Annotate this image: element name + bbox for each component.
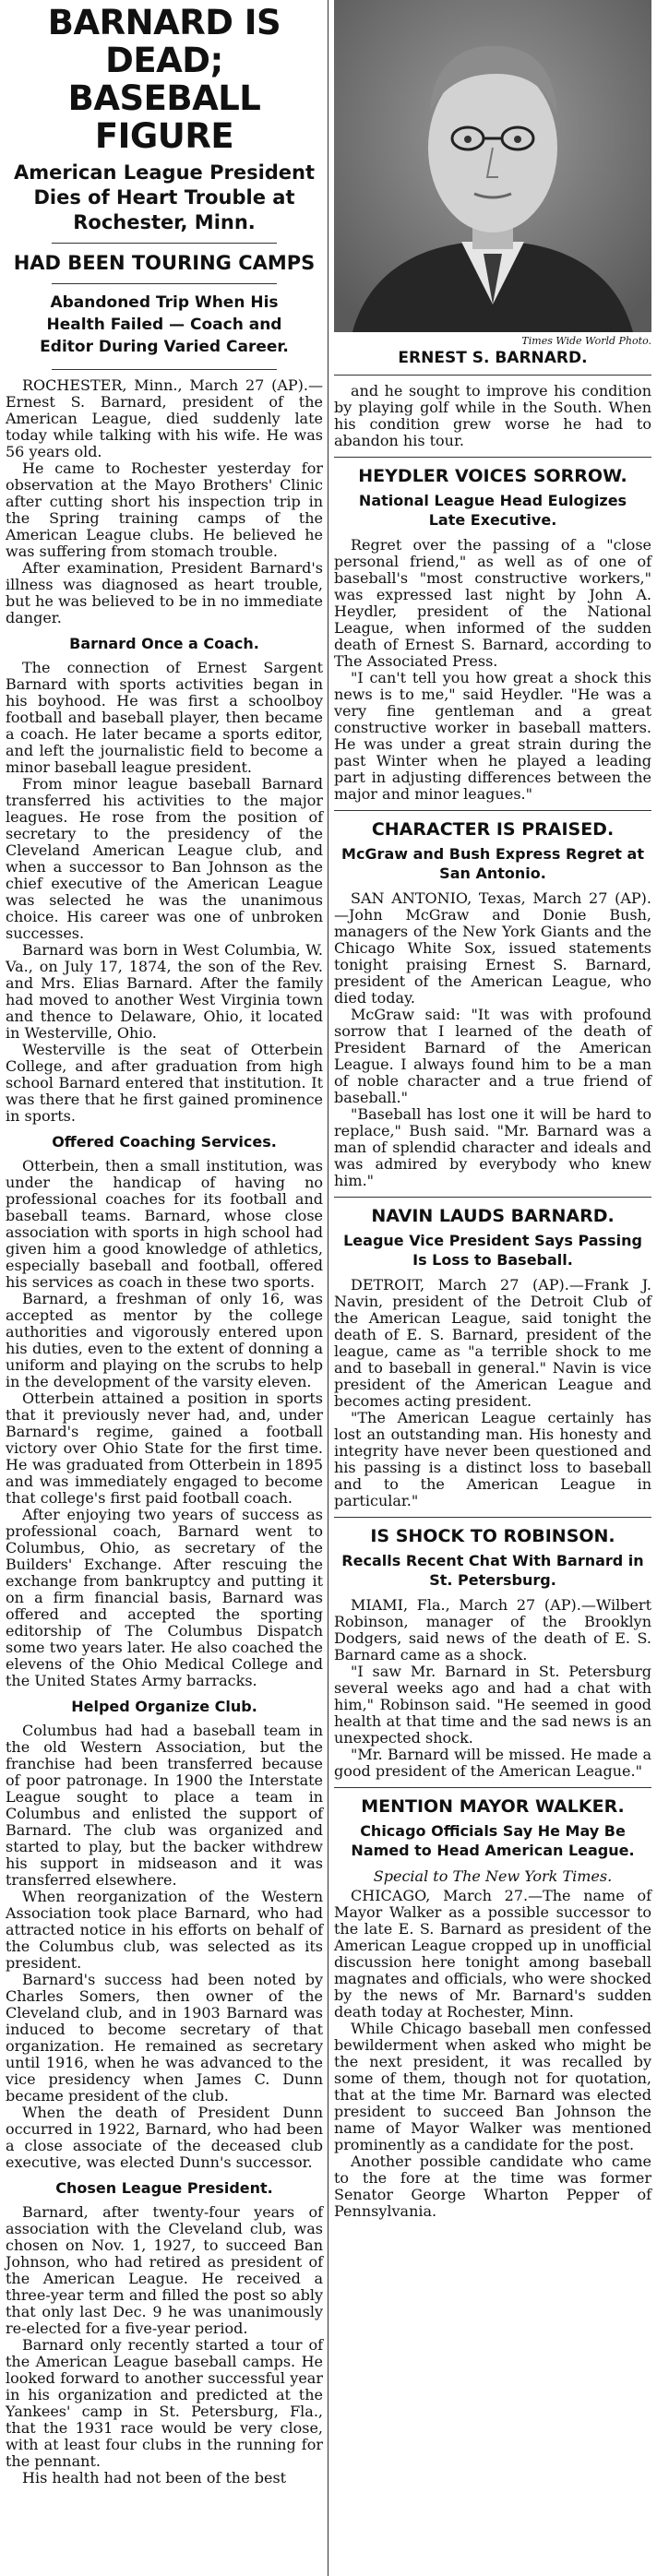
subhead: Helped Organize Club. <box>71 1698 257 1715</box>
paragraph: He came to Rochester yesterday for observation at the Mayo Brothers' Clinic after cutting short his inspection trip in the Spring training camps of the American League clubs. He believed he was suffering from stomach trouble. <box>6 459 323 560</box>
paragraph: From minor league baseball Barnard transferred his activities to the major leagues. He rose from the position of secretary to the presidency of the Cleveland American League club, and when a successor to Ban Johnson as the chief executive of the American League was selected he was the unanimous choice. His career was one of unbroken successes. <box>6 775 323 942</box>
paragraph: MIAMI, Fla., March 27 (AP).—Wilbert Robinson, manager of the Brooklyn Dodgers, said news of the death of E. S. Barnard came as a shock. <box>334 1596 651 1664</box>
paragraph: "Baseball has lost one it will be hard to replace," Bush said. "Mr. Barnard was a man of splendid character and ideals and was admired by everybody who knew him." <box>334 1105 651 1189</box>
paragraph: "The American League certainly has lost an outstanding man. His honesty and integrity have never been questioned and his passing is a distinct loss to baseball and to the American League in particular." <box>334 1409 651 1509</box>
special-credit: Special to The New York Times. <box>373 1867 613 1885</box>
paragraph: Otterbein, then a small institution, was under the handicap of having no professional coaches for its football and baseball teams. Barnard, whose close association with sports in high school had given him a good knowledge of athletics, especially baseball and football, offered his services as coach in these two sports. <box>6 1157 323 1291</box>
portrait-icon <box>334 0 651 332</box>
deck-2: HAD BEEN TOURING CAMPS <box>13 252 316 274</box>
divider <box>52 243 277 244</box>
paragraph: After enjoying two years of success as professional coach, Barnard went to Columbus, Ohio, as secretary of the Builders' Exchange. After rescuing the exchange from bankruptcy and putting it on a firm financial basis, Barnard was offered and accepted the sporting editorship of The Columbus Dispatch some two years later. He also coached the elevens of the Ohio Medical College and the United States Army barracks. <box>6 1506 323 1689</box>
section-deck: Chicago Officials Say He May Be Named to Head American League. <box>351 1822 635 1859</box>
paragraph: SAN ANTONIO, Texas, March 27 (AP).—John McGraw and Donie Bush, managers of the New York Giants and the Chicago White Sox, issued statements tonight praising Ernest S. Barnard, president of the American League, who died today. <box>334 889 651 1007</box>
paragraph: "I saw Mr. Barnard in St. Petersburg several weeks ago and had a chat with him," Robinson said. "He seemed in good health at that time and the sad news is an unexpected shock. <box>334 1663 651 1747</box>
paragraph: "Mr. Barnard will be missed. He made a good president of the American League." <box>334 1746 651 1780</box>
paragraph: Barnard, a freshman of only 16, was accepted as mentor by the college authorities and vigorously entered upon his duties, even to the extent of donning a uniform and playing on the scrubs to help in the development of the varsity eleven. <box>6 1290 323 1390</box>
paragraph: After examination, President Barnard's illness was diagnosed as heart trouble, but he was believed to be in no immediate danger. <box>6 559 323 626</box>
divider <box>334 457 651 458</box>
paragraph: Columbus had had a baseball team in the old Western Association, but the franchise had been transferred because of poor patronage. In 1900 the Interstate League sought to place a team in Columbus and enlisted the support of Barnard. The club was organized and started to play, but the backer withdrew his support in midseason and it was transferred elsewhere. <box>6 1722 323 1889</box>
section-deck: National League Head Eulogizes Late Executive. <box>358 492 627 529</box>
paragraph: His health had not been of the best <box>22 2469 287 2487</box>
section-deck: McGraw and Bush Express Regret at San Antonio. <box>341 845 644 882</box>
paragraph: While Chicago baseball men confessed bewilderment when asked who might be the next president, it was recalled by some of them, though not for quotation, that at the time Mr. Barnard was elected president to succeed Ban Johnson the name of Mayor Walker was mentioned prominently as a candidate for the post. <box>334 2020 651 2153</box>
divider <box>52 283 277 284</box>
section-headline: IS SHOCK TO ROBINSON. <box>370 1526 615 1546</box>
paragraph: Otterbein attained a position in sports that it previously never had, and, under Barnard's regime, gained a football victory over Ohio State for the first time. He was graduated from Otterbein in 1895 and was immediately engaged to become that college's first paid football coach. <box>6 1389 323 1507</box>
paragraph: The connection of Ernest Sargent Barnard with sports activities began in his boyhood. He was first a schoolboy football and baseball player, then became a coach. He later became a sports editor, and left the journalistic field to become a minor baseball league president. <box>6 659 323 776</box>
section-headline: CHARACTER IS PRAISED. <box>371 819 615 840</box>
section-deck: League Vice President Says Passing Is Loss to Baseball. <box>343 1232 642 1269</box>
subhead: Barnard Once a Coach. <box>69 635 259 652</box>
divider <box>334 375 651 376</box>
headline: BARNARD IS DEAD; BASEBALL FIGURE <box>47 3 281 156</box>
portrait-photo <box>334 0 651 332</box>
photo-credit: Times Wide World Photo. <box>521 335 651 347</box>
right-sections <box>334 457 651 2220</box>
paragraph: Barnard's success had been noted by Charles Somers, then owner of the Cleveland club, and in 1903 Barnard was induced to become secretary of that organization. He remained as secretary until 1916, when he was advanced to the vice presidency when James C. Dunn became president of the club. <box>6 1971 323 2105</box>
deck-3: Abandoned Trip When His Health Failed — Coach and Editor During Varied Career. <box>40 293 289 356</box>
paragraph: DETROIT, March 27 (AP).—Frank J. Navin, president of the Detroit Club of the American League, said tonight the death of E. S. Barnard, president of the league, came as "a terrible shock to me and to baseball in general." Navin is vice president of the American League and becomes acting president. <box>334 1276 651 1410</box>
divider <box>334 1517 651 1518</box>
paragraph: Westerville is the seat of Otterbein College, and after graduation from high school Barnard entered that institution. It was there that he first gained prominence in sports. <box>6 1041 323 1125</box>
subhead: Chosen League President. <box>55 2179 273 2197</box>
section-headline: MENTION MAYOR WALKER. <box>361 1796 625 1817</box>
section-deck: Recalls Recent Chat With Barnard in St. Petersburg. <box>341 1552 644 1589</box>
left-column <box>6 0 323 2487</box>
divider <box>52 369 277 370</box>
deck-1: American League President Dies of Heart Trouble at Rochester, Minn. <box>13 161 316 233</box>
divider <box>334 1197 651 1198</box>
paragraph: CHICAGO, March 27.—The name of Mayor Walker as a possible successor to the late E. S. Barnard as president of the American League cropped up in unofficial discussion here tonight among baseball magnates and officials, who were shocked by the news of Mr. Barnard's sudden death today at Rochester, Minn. <box>334 1887 651 2021</box>
paragraph: Barnard was born in West Columbia, W. Va., on July 17, 1874, the son of the Rev. and Mrs. Elias Barnard. After the family had moved to another West Virginia town and thence to Delaware, Ohio, it located in Westerville, Ohio. <box>6 941 323 1042</box>
paragraph: Regret over the passing of a "close personal friend," as well as of one of baseball's "most constructive workers," was expressed last night by John A. Heydler, president of the National League, when informed of the sudden death of Ernest S. Barnard, according to The Associated Press. <box>334 536 651 670</box>
paragraph: Barnard, after twenty-four years of association with the Cleveland club, was chosen on Nov. 1, 1927, to succeed Ban Johnson, who had retired as president of the American League. He received a three-year term and filled the post so ably that only last Dec. 9 he was unanimously re-elected for a five-year period. <box>6 2203 323 2337</box>
paragraph: Another possible candidate who came to the fore at the time was former Senator George Wharton Pepper of Pennsylvania. <box>334 2153 651 2220</box>
paragraph: McGraw said: "It was with profound sorrow that I learned of the death of President Barnard of the American League. I always found him to be a man of noble character and a true friend of baseball." <box>334 1006 651 1106</box>
divider <box>334 810 651 811</box>
lead-body <box>6 377 323 626</box>
paragraph: When reorganization of the Western Association took place Barnard, who had attracted notice in his efforts on behalf of the Columbus club, was selected as its president. <box>6 1888 323 1972</box>
photo-caption: ERNEST S. BARNARD. <box>398 349 588 367</box>
left-sections <box>6 634 323 2487</box>
continued-paragraph: and he sought to improve his condition by playing golf while in the South. When his condition grew worse he had to abandon his tour. <box>334 382 651 449</box>
paragraph: "I can't tell you how great a shock this news is to me," said Heydler. "He was a very fine gentleman and a great constructive worker in baseball matters. He was under a great strain during the past Winter when he played a leading part in adjusting differences between the major and minor leagues." <box>334 669 651 803</box>
subhead: Offered Coaching Services. <box>52 1133 277 1151</box>
paragraph: ROCHESTER, Minn., March 27 (AP).—Ernest S. Barnard, president of the American League, died suddenly late today while talking with his wife. He was 56 years old. <box>6 376 323 460</box>
paragraph: When the death of President Dunn occurred in 1922, Barnard, who had been a close associate of the deceased club executive, was elected Dunn's successor. <box>6 2104 323 2171</box>
section-headline: HEYDLER VOICES SORROW. <box>358 466 627 486</box>
paragraph: Barnard only recently started a tour of the American League baseball camps. He looked forward to another successful year in his organization and predicted at the Yankees' camp in St. Petersburg, Fla., that the 1931 race would be very close, with at least four clubs in the running for the pennant. <box>6 2336 323 2470</box>
right-column <box>334 0 651 2220</box>
section-headline: NAVIN LAUDS BARNARD. <box>371 1206 615 1226</box>
divider <box>334 1787 651 1788</box>
